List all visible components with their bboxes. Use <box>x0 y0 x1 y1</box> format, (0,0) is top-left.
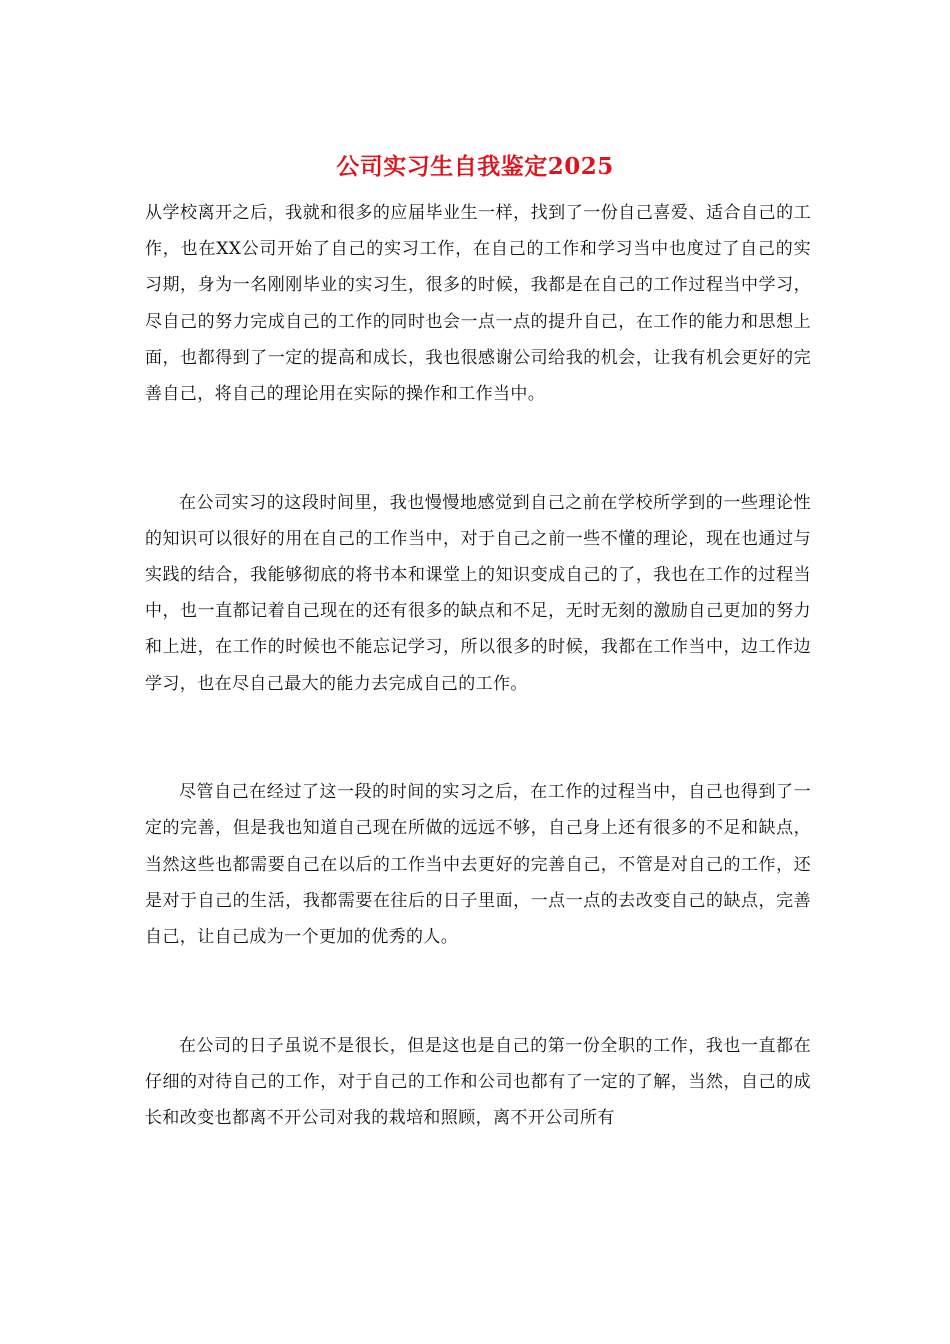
paragraph-1: 从学校离开之后，我就和很多的应届毕业生一样，找到了一份自己喜爱、适合自己的工作，也在XX公司开始了自己的实习工作，在自己的工作和学习当中也度过了自己的实习期，身为一名刚刚毕业的实习生，很多的时候，我都是在自己的工作过程当中学习，尽自己的努力完成自己的工作的同时也会一点一点的提升自己，在工作的能力和思想上面，也都得到了一定的提高和成长，我也很感谢公司给我的机会，让我有机会更好的完善自己，将自己的理论用在实际的操作和工作当中。 <box>145 203 811 405</box>
paragraph-2: 在公司实习的这段时间里，我也慢慢地感觉到自己之前在学校所学到的一些理论性的知识可以很好的用在自己的工作当中，对于自己之前一些不懂的理论，现在也通过与实践的结合，我能够彻底的将书本和课堂上的知识变成自己的了，我也在工作的过程当中，也一直都记着自己现在的还有很多的缺点和不足，无时无刻的激励自己更加的努力和上进，在工作的时候也不能忘记学习，所以很多的时候，我都在工作当中，边工作边学习，也在尽自己最大的能力去完成自己的工作。 <box>145 492 811 694</box>
paragraph-4: 在公司的日子虽说不是很长，但是这也是自己的第一份全职的工作，我也一直都在仔细的对待自己的工作，对于自己的工作和公司也都有了一定的了解，当然，自己的成长和改变也都离不开公司对我的栽培和照顾，离不开公司所有 <box>145 1035 811 1129</box>
document-body <box>145 195 811 1136</box>
paragraph-3: 尽管自己在经过了这一段的时间的实习之后，在工作的过程当中，自己也得到了一定的完善，但是我也知道自己现在所做的远远不够，自己身上还有很多的不足和缺点，当然这些也都需要自己在以后的工作当中去更好的完善自己，不管是对自己的工作，还是对于自己的生活，我都需要在往后的日子里面，一点一点的去改变自己的缺点，完善自己，让自己成为一个更加的优秀的人。 <box>145 782 811 948</box>
document-title: 公司实习生自我鉴定2025 <box>336 153 614 180</box>
